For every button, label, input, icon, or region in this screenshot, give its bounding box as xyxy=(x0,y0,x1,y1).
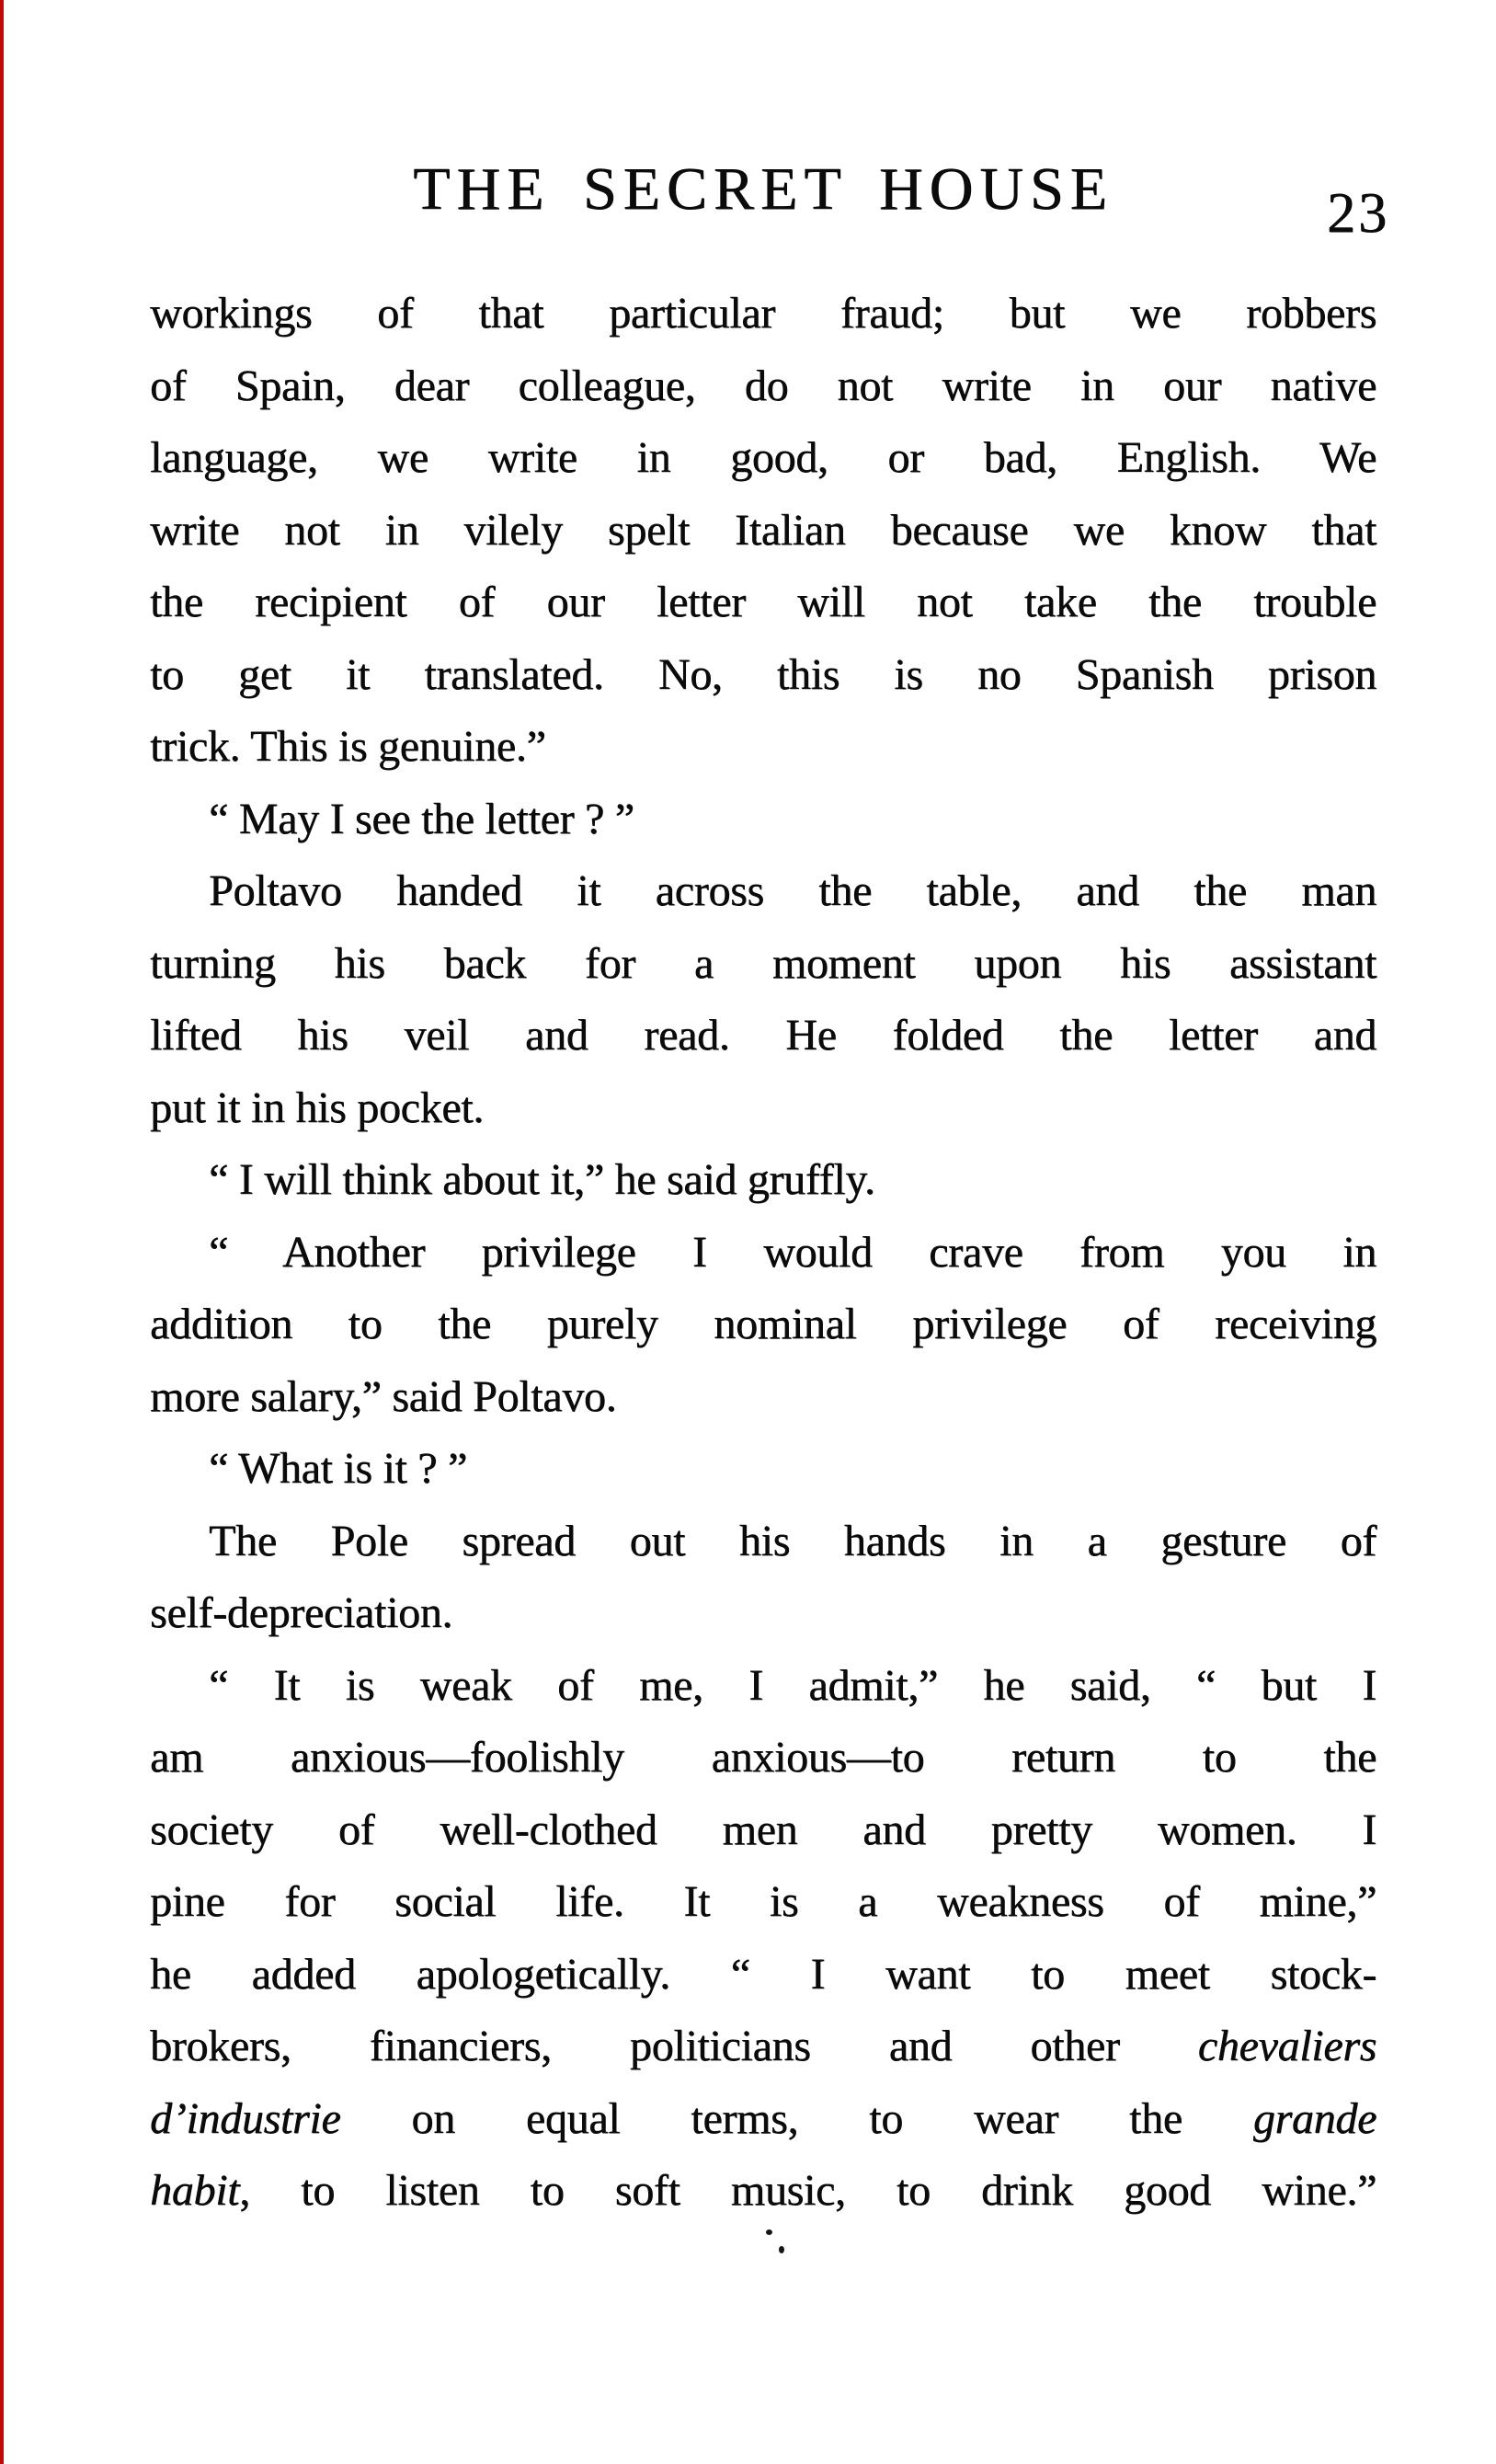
italic-text: grande xyxy=(1252,2093,1376,2143)
text: more salary,” said Poltavo. xyxy=(150,1371,617,1421)
text: he added apologetically. “ I want to meet stock- xyxy=(150,1949,1376,1999)
text-line xyxy=(150,928,1376,1001)
text-line xyxy=(150,278,1376,350)
text-line xyxy=(150,422,1376,495)
text-line xyxy=(150,1433,1376,1506)
text: trick. This is genuine.” xyxy=(150,722,546,771)
text: pine for social life. It is a weakness of mine,” xyxy=(150,1877,1376,1926)
text: “ May I see the letter ? ” xyxy=(209,794,634,843)
text-line xyxy=(150,1939,1376,2011)
scan-speck xyxy=(779,2246,784,2253)
text-line xyxy=(150,2011,1376,2083)
text-line xyxy=(150,1217,1376,1289)
running-title: THE SECRET HOUSE xyxy=(413,155,1113,223)
text-line xyxy=(150,2083,1376,2156)
text: of Spain, dear colleague, do not write in our native xyxy=(150,361,1376,410)
text: society of well-clothed men and pretty women. I xyxy=(150,1805,1376,1854)
text: lifted his veil and read. He folded the letter and xyxy=(150,1011,1376,1060)
text: , to listen to soft music, to drink good wine.” xyxy=(239,2166,1376,2215)
text-line xyxy=(150,1866,1376,1939)
text-line xyxy=(150,1361,1376,1434)
text-line xyxy=(150,711,1376,784)
text-line xyxy=(150,855,1376,928)
text-line xyxy=(150,1577,1376,1650)
text-line xyxy=(150,1794,1376,1867)
text-line xyxy=(150,1289,1376,1361)
text: The Pole spread out his hands in a gesture of xyxy=(209,1516,1376,1565)
text-line xyxy=(150,567,1376,639)
text-line xyxy=(150,1144,1376,1217)
text: put it in his pocket. xyxy=(150,1083,485,1132)
text-line xyxy=(150,784,1376,856)
text-line xyxy=(150,1722,1376,1794)
text-line xyxy=(150,1000,1376,1072)
text-line xyxy=(150,1506,1376,1578)
italic-text: d’industrie xyxy=(150,2093,341,2143)
text: turning his back for a moment upon his assistant xyxy=(150,938,1376,988)
text-line xyxy=(150,1072,1376,1145)
text: write not in vilely spelt Italian because we know that xyxy=(150,505,1376,555)
text: “ It is weak of me, I admit,” he said, “ but I xyxy=(209,1660,1376,1710)
text: am anxious—foolishly anxious—to return to the xyxy=(150,1733,1376,1782)
scan-speck xyxy=(766,2229,772,2235)
text: to get it translated. No, this is no Spanish prison xyxy=(150,649,1376,699)
text: brokers, financiers, politicians and other xyxy=(150,2022,1198,2070)
text: Poltavo handed it across the table, and the man xyxy=(209,866,1376,915)
text: “ What is it ? ” xyxy=(209,1444,467,1493)
page-number: 23 xyxy=(1327,182,1389,245)
left-edge-red-line xyxy=(0,0,4,2464)
text: “ I will think about it,” he said gruffly. xyxy=(209,1155,875,1204)
text: on equal terms, to wear the xyxy=(340,2093,1253,2143)
page-body-text xyxy=(150,278,1376,2228)
text: addition to the purely nominal privilege of receiving xyxy=(150,1300,1376,1348)
text: workings of that particular fraud; but we robbers xyxy=(150,289,1376,338)
italic-text: habit xyxy=(150,2166,240,2215)
text: “ Another privilege I would crave from you in xyxy=(209,1227,1376,1277)
text: language, we write in good, or bad, English. We xyxy=(150,433,1376,482)
text: the recipient of our letter will not take the trouble xyxy=(150,578,1376,626)
text-line xyxy=(150,1650,1376,1723)
text: self-depreciation. xyxy=(150,1588,453,1637)
text-line xyxy=(150,350,1376,423)
italic-text: chevaliers xyxy=(1197,2022,1376,2070)
text-line xyxy=(150,639,1376,712)
text-line xyxy=(150,495,1376,567)
text-line xyxy=(150,2155,1376,2228)
